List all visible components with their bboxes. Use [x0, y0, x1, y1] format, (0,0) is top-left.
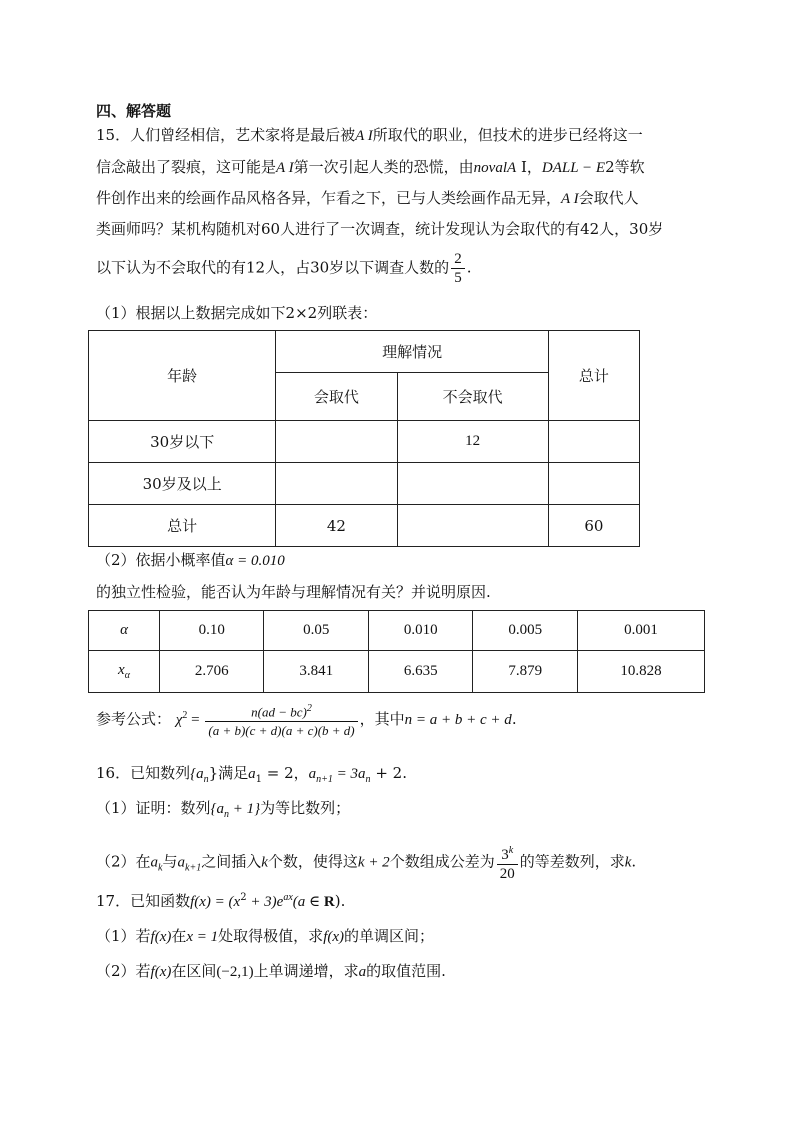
text: 个数，使得这 — [267, 852, 358, 871]
q16-line-1: 16．已知数列$\{a_n\}$满足$a_1 = 2$，$a_{n+1} = 3a_n + 2$. — [96, 764, 407, 785]
table-cell — [397, 505, 548, 547]
text: 的单调区间； — [344, 927, 435, 945]
text: （2）在 — [96, 852, 151, 871]
table-row — [89, 505, 640, 547]
header-age: 年龄 — [89, 331, 276, 421]
text: 参考公式： — [96, 710, 172, 729]
table-cell: 2.706 — [160, 651, 264, 693]
text: 16．已知数列 — [96, 764, 191, 782]
math: {a — [190, 766, 204, 782]
math: f(x) — [323, 929, 345, 945]
text: 与 — [162, 852, 178, 871]
fraction — [451, 250, 465, 287]
math: f(x) = (x — [190, 894, 241, 910]
table-cell: 30岁以下 — [89, 421, 276, 463]
text: 个数组成公差为 — [389, 852, 495, 871]
math: a — [358, 964, 367, 980]
math-ai: A I — [355, 128, 373, 144]
x-subscript: α — [124, 670, 130, 681]
text: 在 — [171, 927, 187, 945]
math: x = 1 — [186, 929, 219, 945]
text: 所取代的职业，但技术的进步已经将这一 — [372, 126, 643, 144]
q15-line-3 — [96, 187, 639, 208]
fraction-numerator: 3 — [501, 847, 509, 863]
q17-part-2 — [96, 960, 446, 981]
text: 会取代人 — [578, 189, 639, 207]
q15-line-5 — [96, 250, 471, 287]
text: 第一次引起人类的恐慌，由 — [293, 158, 474, 176]
math-noval: novalA — [473, 160, 517, 176]
table-cell: 10.828 — [577, 651, 704, 693]
math: + 3)e — [246, 894, 284, 910]
math: k + 2 — [357, 854, 390, 871]
table-cell: 0.05 — [264, 611, 368, 651]
text: 处取得极值，求 — [218, 927, 324, 945]
fraction-denominator: 5 — [454, 270, 462, 286]
table-cell: 7.879 — [473, 651, 577, 693]
math-ai: A I — [276, 160, 294, 176]
text: （2）依据小概率值 — [96, 551, 226, 569]
table-row — [89, 651, 705, 693]
text: （1）若 — [96, 927, 151, 945]
header-no: 不会取代 — [397, 373, 548, 421]
table-cell — [276, 463, 397, 505]
reference-formula: 参考公式： $\chi^2$ = $\frac{n(ad - bc)^2}{(a + b)(c + d)(a + c)(b + d)}$ ，其中n = a + b + c + d. — [96, 700, 517, 740]
q15-line-2 — [96, 156, 645, 177]
text: 信念敲出了裂痕，这可能是 — [96, 158, 277, 176]
math: (a ∈ — [292, 894, 324, 910]
table-cell: 0.001 — [577, 611, 704, 651]
text: 之间插入 — [201, 852, 262, 871]
header-yes: 会取代 — [276, 373, 397, 421]
math-alpha: α = 0.010 — [225, 553, 285, 569]
text: 在区间 — [171, 962, 217, 980]
table-cell: 0.005 — [473, 611, 577, 651]
text: I， — [516, 158, 542, 176]
table-cell: 0.010 — [368, 611, 472, 651]
q16-part-1: （1）证明：数列$\{a_n + 1\}$为等比数列； — [96, 799, 351, 820]
table-cell: 60 — [548, 505, 639, 547]
x-label: x — [118, 662, 125, 678]
fraction: $\frac{3^k}{20}$ — [497, 842, 518, 883]
math: a — [308, 766, 317, 782]
table-cell: 总计 — [89, 505, 276, 547]
math: f(x) — [150, 929, 172, 945]
q17-line-1: 17．已知函数$f(x) = (x^2 + 3)e^{ax}(a$ ∈ R). — [96, 892, 346, 910]
table-cell: 0.10 — [160, 611, 264, 651]
table-cell: 3.841 — [264, 651, 368, 693]
math: k — [624, 854, 632, 871]
text: . — [466, 258, 472, 277]
fraction-denominator: 20 — [499, 866, 515, 882]
table-cell — [397, 463, 548, 505]
text: （1）证明：数列 — [96, 799, 211, 817]
table-cell — [548, 421, 639, 463]
text: }满足 — [208, 764, 249, 782]
q15-part-2 — [96, 549, 285, 570]
table-cell: 12 — [397, 421, 548, 463]
fraction-numerator: 2 — [451, 250, 465, 269]
table-cell-x — [89, 651, 160, 693]
text: + 2. — [370, 764, 407, 782]
text: 的等差数列，求 — [519, 852, 625, 871]
table-row — [89, 463, 640, 505]
table-cell: 42 — [276, 505, 397, 547]
text: = 2， — [262, 764, 309, 782]
text: 以下认为不会取代的有12人，占30岁以下调查人数的 — [96, 258, 450, 277]
q15-line-1 — [96, 124, 643, 145]
table-cell — [276, 421, 397, 463]
math: (−2,1) — [216, 964, 254, 980]
math: a — [150, 854, 159, 871]
math: = 3a — [332, 766, 366, 782]
q15-part-1: （1）根据以上数据完成如下2×2列联表： — [96, 304, 378, 322]
critical-value-table — [88, 610, 705, 693]
formula-denominator: (a + b)(c + d)(a + c)(b + d) — [208, 723, 355, 739]
text: 2等软 — [605, 158, 645, 176]
table-row — [89, 421, 640, 463]
formula-fraction: $\frac{n(ad - bc)^2}{(a + b)(c + d)(a + c)(b + d)}$ — [205, 700, 357, 740]
q16-part-2: （2）在$a_k$与$a_{k+1}$之间插入k个数，使得这k + 2个数组成公差为 $\frac{3^k}{20}$ 的等差数列，求k. — [96, 842, 636, 883]
q15-line-4: 类画师吗？某机构随机对60人进行了一次调查，统计发现认为会取代的有42人，30岁 — [96, 220, 664, 238]
text: 上单调递增，求 — [253, 962, 359, 980]
table-cell: 30岁及以上 — [89, 463, 276, 505]
math-ai: A I — [561, 191, 579, 207]
text: 15．人们曾经相信，艺术家将是最后被 — [96, 126, 356, 144]
math: a — [177, 854, 186, 871]
math-reals: R — [323, 894, 335, 910]
formula-numerator: n(ad − bc) — [251, 704, 307, 720]
table-row — [89, 611, 705, 651]
text: ，其中 — [359, 710, 405, 729]
text: . — [511, 710, 517, 729]
q15-part-2-cont: 的独立性检验，能否认为年龄与理解情况有关？并说明原因. — [96, 583, 491, 601]
math: + 1} — [229, 801, 261, 817]
math-chi: χ — [175, 712, 183, 729]
q17-part-1 — [96, 925, 434, 946]
table-cell — [548, 463, 639, 505]
text: （2）若 — [96, 962, 151, 980]
math-n: n = a + b + c + d — [404, 712, 512, 729]
header-total: 总计 — [548, 331, 639, 421]
math: k — [261, 854, 268, 871]
table-cell-alpha: α — [89, 611, 160, 651]
math: f(x) — [150, 964, 172, 980]
math: a — [248, 766, 256, 782]
section-title: 四、解答题 — [96, 102, 172, 120]
contingency-table — [88, 330, 640, 547]
text: . — [631, 852, 637, 871]
math-dall: DALL − E — [541, 160, 606, 176]
text: 17．已知函数 — [96, 892, 191, 910]
text: ). — [334, 892, 346, 910]
text: 件创作出来的绘画作品风格各异，乍看之下，已与人类绘画作品无异， — [96, 189, 562, 207]
text: 为等比数列； — [260, 799, 351, 817]
header-understanding: 理解情况 — [276, 331, 548, 373]
math: {a — [210, 801, 225, 817]
text: 的取值范围. — [366, 962, 446, 980]
table-cell: 6.635 — [368, 651, 472, 693]
